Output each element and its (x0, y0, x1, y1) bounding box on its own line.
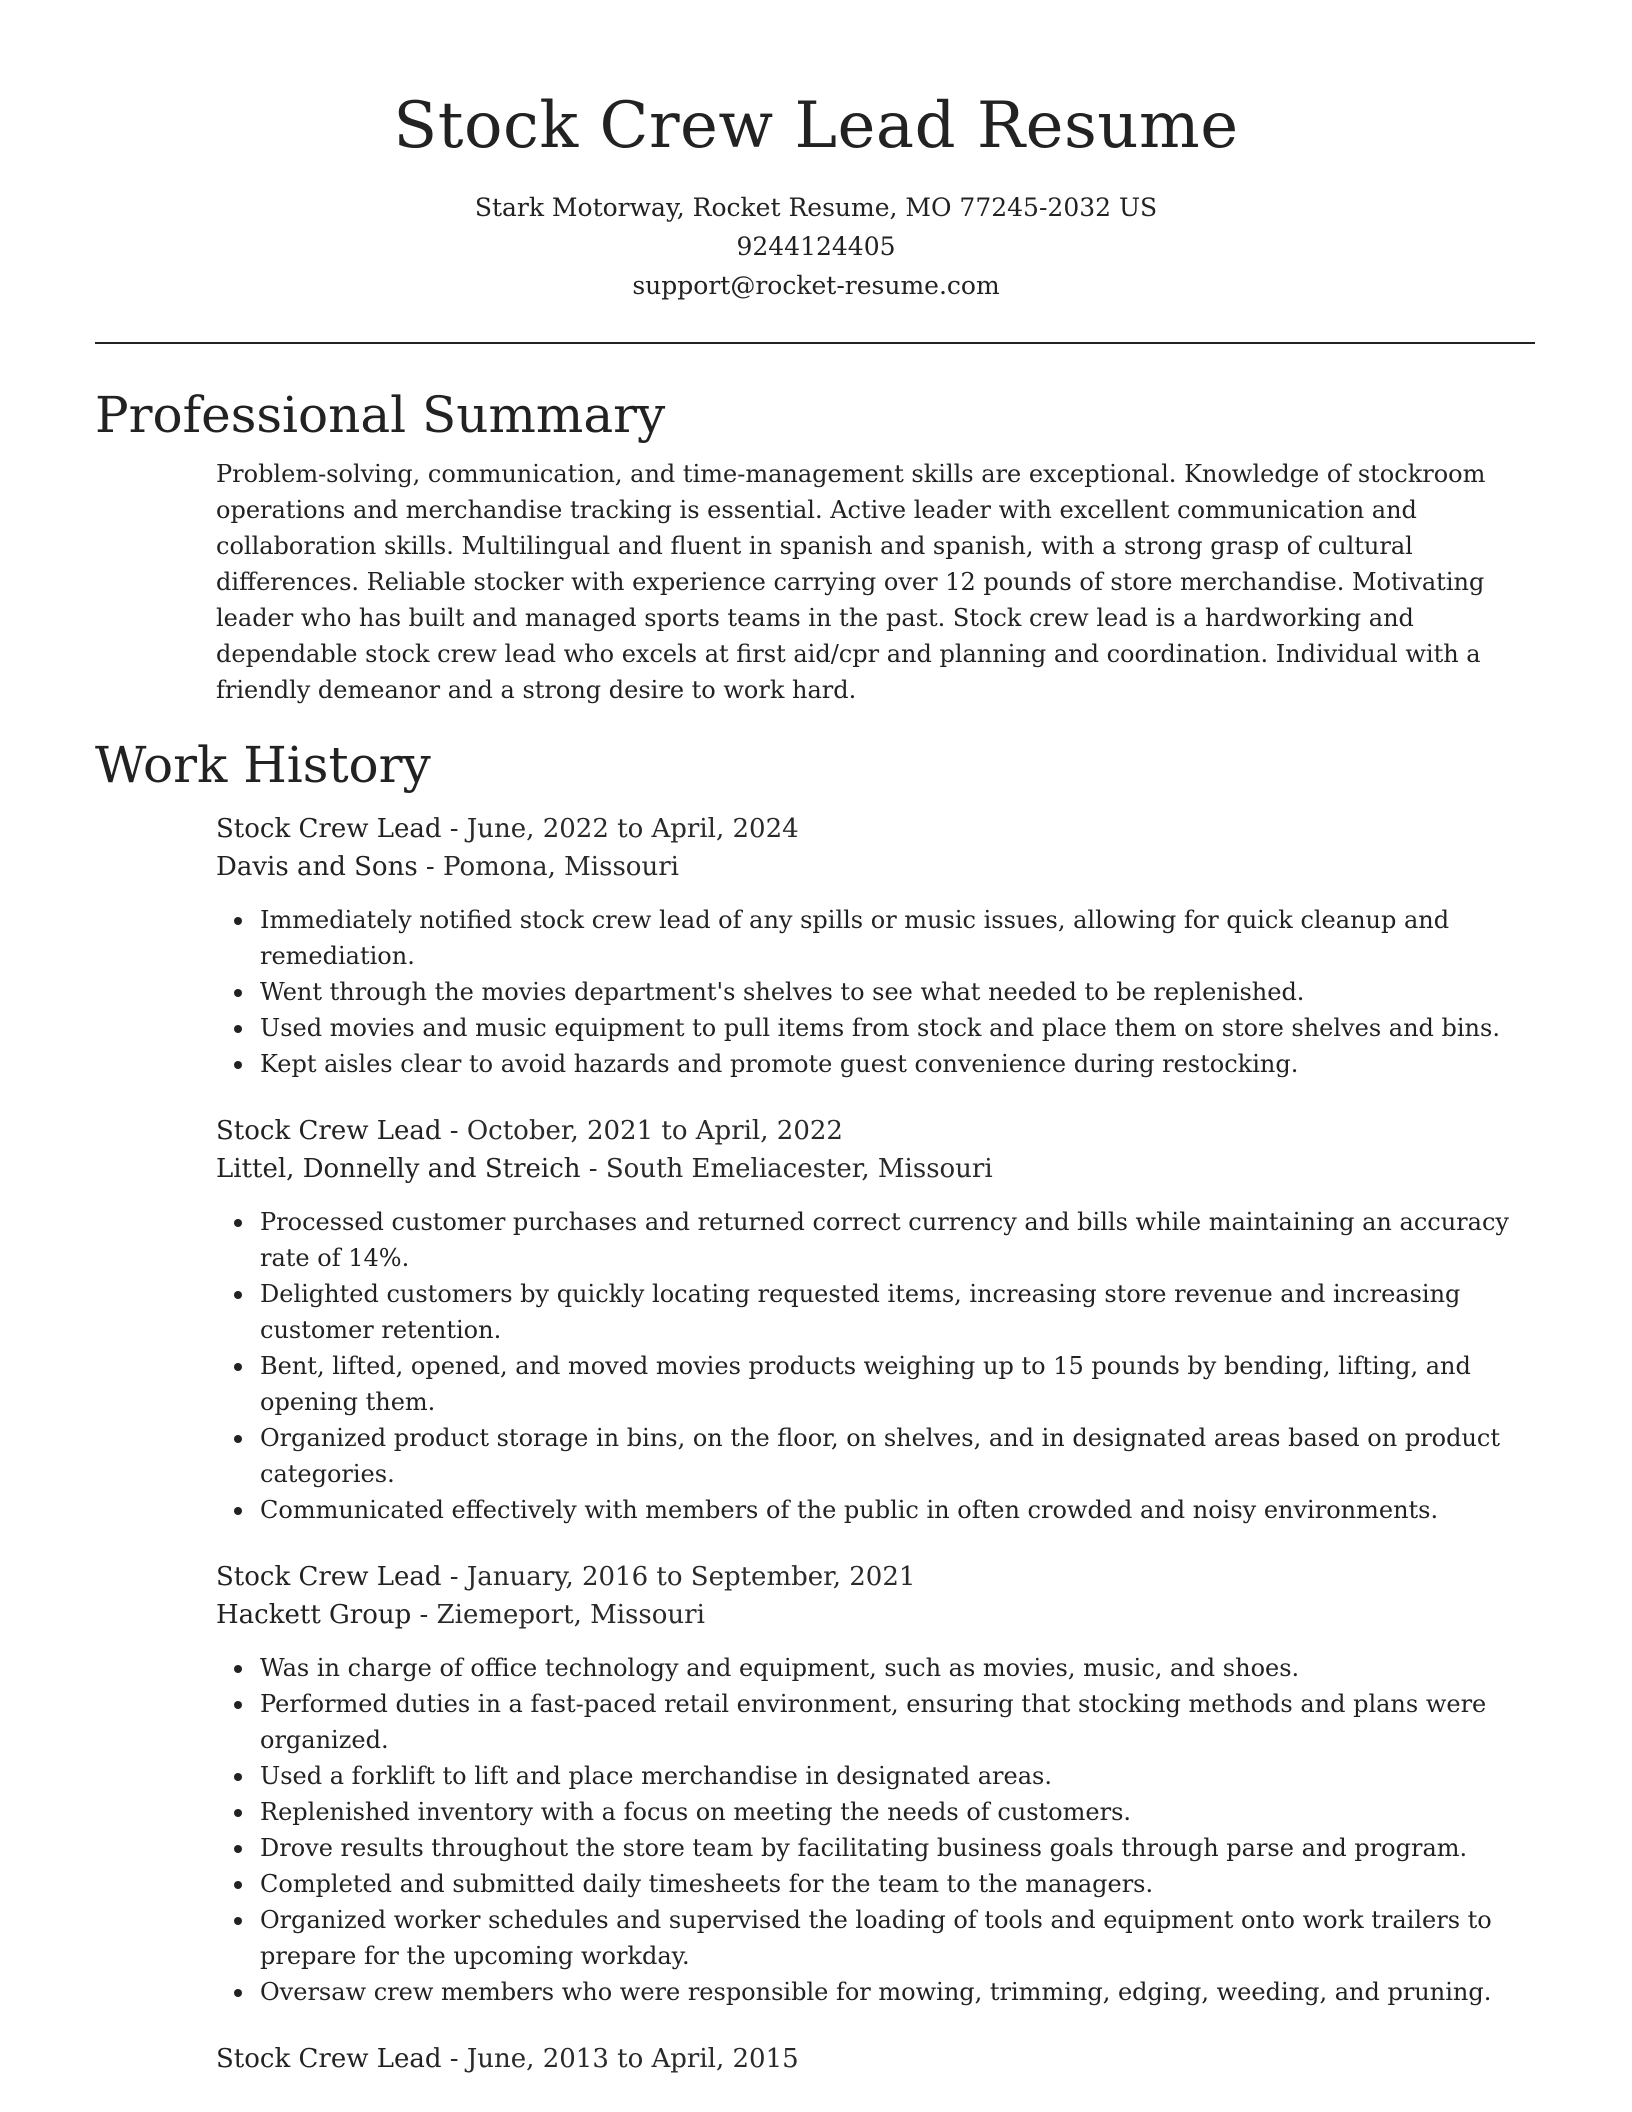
summary-body (216, 456, 1536, 708)
resume-header (0, 82, 1632, 305)
job-entry (216, 1112, 1536, 1528)
bullet-icon (234, 1665, 242, 1673)
job-company: Hackett Group (216, 1600, 412, 1630)
list-item (260, 1866, 1536, 1902)
list-item (260, 1348, 1536, 1420)
job-entry (216, 2040, 1536, 2078)
bullet-icon (234, 1809, 242, 1817)
bullet-icon (234, 1845, 242, 1853)
duty-text: Went through the movies department's shelves to see what needed to be replenished. (260, 978, 1305, 1006)
bullet-icon (234, 1917, 242, 1925)
job-entry (216, 810, 1536, 1082)
job-dates: October, 2021 to April, 2022 (466, 1116, 843, 1146)
job-title-line (216, 1558, 1536, 1596)
bullet-icon (234, 1989, 242, 1997)
job-separator: - (441, 1562, 467, 1592)
bullet-icon (234, 1881, 242, 1889)
list-item (260, 1492, 1536, 1528)
job-title-line (216, 2040, 1536, 2078)
duty-text: Delighted customers by quickly locating requested items, increasing store revenue and increasing customer retention. (260, 1280, 1461, 1344)
job-separator: - (441, 1116, 467, 1146)
job-dates: June, 2013 to April, 2015 (466, 2044, 799, 2074)
list-item (260, 1758, 1536, 1794)
duty-text: Communicated effectively with members of the public in often crowded and noisy environments. (260, 1496, 1439, 1524)
duty-text: Bent, lifted, opened, and moved movies products weighing up to 15 pounds by bending, lifting, and opening them. (260, 1352, 1471, 1416)
bullet-icon (234, 1701, 242, 1709)
list-item (260, 1010, 1536, 1046)
bullet-icon (234, 1219, 242, 1227)
job-separator: - (580, 1154, 606, 1184)
summary-section (95, 378, 1535, 708)
bullet-icon (234, 1507, 242, 1515)
bullet-icon (234, 1061, 242, 1069)
list-item (260, 1420, 1536, 1492)
job-company-line (216, 1150, 1536, 1188)
duty-text: Processed customer purchases and returned correct currency and bills while maintaining an accuracy rate of 14%. (260, 1208, 1509, 1272)
job-separator: - (441, 814, 467, 844)
work-history-list (216, 810, 1536, 2078)
job-title: Stock Crew Lead (216, 1116, 442, 1146)
duty-text: Replenished inventory with a focus on meeting the needs of customers. (260, 1798, 1132, 1826)
list-item (260, 1974, 1536, 2010)
job-separator: - (411, 1600, 437, 1630)
summary-text: Problem-solving, communication, and time-management skills are exceptional. Knowledge of stockroom operations and merchandise tracking is essential. Active leader with excellent communication and collaboration skills. Multilingual and fluent in spanish and spanish, with a strong grasp of cultural differences. Reliable stocker with experience carrying over 12 pounds of store merchandise. Motivating leader who has built and managed sports teams in the past. Stock crew lead is a hardworking and dependable stock crew lead who excels at first aid/cpr and planning and coordination. Individual with a friendly demeanor and a strong desire to work hard. (216, 460, 1486, 704)
duty-text: Used a forklift to lift and place merchandise in designated areas. (260, 1762, 1052, 1790)
bullet-icon (234, 989, 242, 997)
job-company: Davis and Sons (216, 852, 418, 882)
job-duties-list (216, 1650, 1536, 2010)
bullet-icon (234, 1435, 242, 1443)
bullet-icon (234, 1291, 242, 1299)
contact-phone: 9244124405 (736, 232, 896, 261)
job-location: Pomona, Missouri (443, 852, 679, 882)
job-title-line (216, 1112, 1536, 1150)
job-dates: June, 2022 to April, 2024 (466, 814, 799, 844)
job-title: Stock Crew Lead (216, 814, 442, 844)
job-location: South Emeliacester, Missouri (605, 1154, 993, 1184)
bullet-icon (234, 1773, 242, 1781)
bullet-icon (234, 1025, 242, 1033)
job-company-line (216, 1596, 1536, 1634)
list-item (260, 1686, 1536, 1758)
job-separator: - (441, 2044, 467, 2074)
job-separator: - (417, 852, 443, 882)
list-item (260, 1830, 1536, 1866)
contact-email: support@rocket-resume.com (632, 271, 1000, 300)
duty-text: Kept aisles clear to avoid hazards and promote guest convenience during restocking. (260, 1050, 1299, 1078)
list-item (260, 902, 1536, 974)
bullet-icon (234, 917, 242, 925)
bullet-icon (234, 1363, 242, 1371)
job-company: Littel, Donnelly and Streich (216, 1154, 581, 1184)
list-item (260, 1650, 1536, 1686)
summary-heading: Professional Summary (95, 386, 666, 444)
duty-text: Organized product storage in bins, on the floor, on shelves, and in designated areas based on product categories. (260, 1424, 1501, 1488)
job-duties-list (216, 902, 1536, 1082)
job-title: Stock Crew Lead (216, 2044, 442, 2074)
duty-text: Drove results throughout the store team by facilitating business goals through parse and program. (260, 1834, 1468, 1862)
duty-text: Used movies and music equipment to pull items from stock and place them on store shelves and bins. (260, 1014, 1500, 1042)
job-dates: January, 2016 to September, 2021 (466, 1562, 916, 1592)
work-history-heading: Work History (95, 736, 431, 794)
resume-title: Stock Crew Lead Resume (393, 89, 1239, 163)
list-item (260, 1276, 1536, 1348)
list-item (260, 1794, 1536, 1830)
job-company-line (216, 848, 1536, 886)
duty-text: Completed and submitted daily timesheets for the team to the managers. (260, 1870, 1154, 1898)
resume-content (95, 378, 1535, 2078)
contact-info (0, 188, 1632, 305)
job-title-line (216, 810, 1536, 848)
duty-text: Organized worker schedules and supervised the loading of tools and equipment onto work trailers to prepare for the upcoming workday. (260, 1906, 1492, 1970)
job-location: Ziemeport, Missouri (436, 1600, 705, 1630)
duty-text: Was in charge of office technology and equipment, such as movies, music, and shoes. (260, 1654, 1300, 1682)
duty-text: Performed duties in a fast-paced retail environment, ensuring that stocking methods and plans were organized. (260, 1690, 1487, 1754)
job-title: Stock Crew Lead (216, 1562, 442, 1592)
duty-text: Immediately notified stock crew lead of any spills or music issues, allowing for quick cleanup and remediation. (260, 906, 1450, 970)
list-item (260, 1046, 1536, 1082)
work-history-section (95, 728, 1535, 2078)
list-item (260, 974, 1536, 1010)
job-entry (216, 1558, 1536, 2010)
contact-address: Stark Motorway, Rocket Resume, MO 77245-2032 US (474, 193, 1158, 222)
header-divider (95, 342, 1535, 344)
duty-text: Oversaw crew members who were responsible for mowing, trimming, edging, weeding, and pruning. (260, 1978, 1492, 2006)
list-item (260, 1902, 1536, 1974)
job-duties-list (216, 1204, 1536, 1528)
list-item (260, 1204, 1536, 1276)
